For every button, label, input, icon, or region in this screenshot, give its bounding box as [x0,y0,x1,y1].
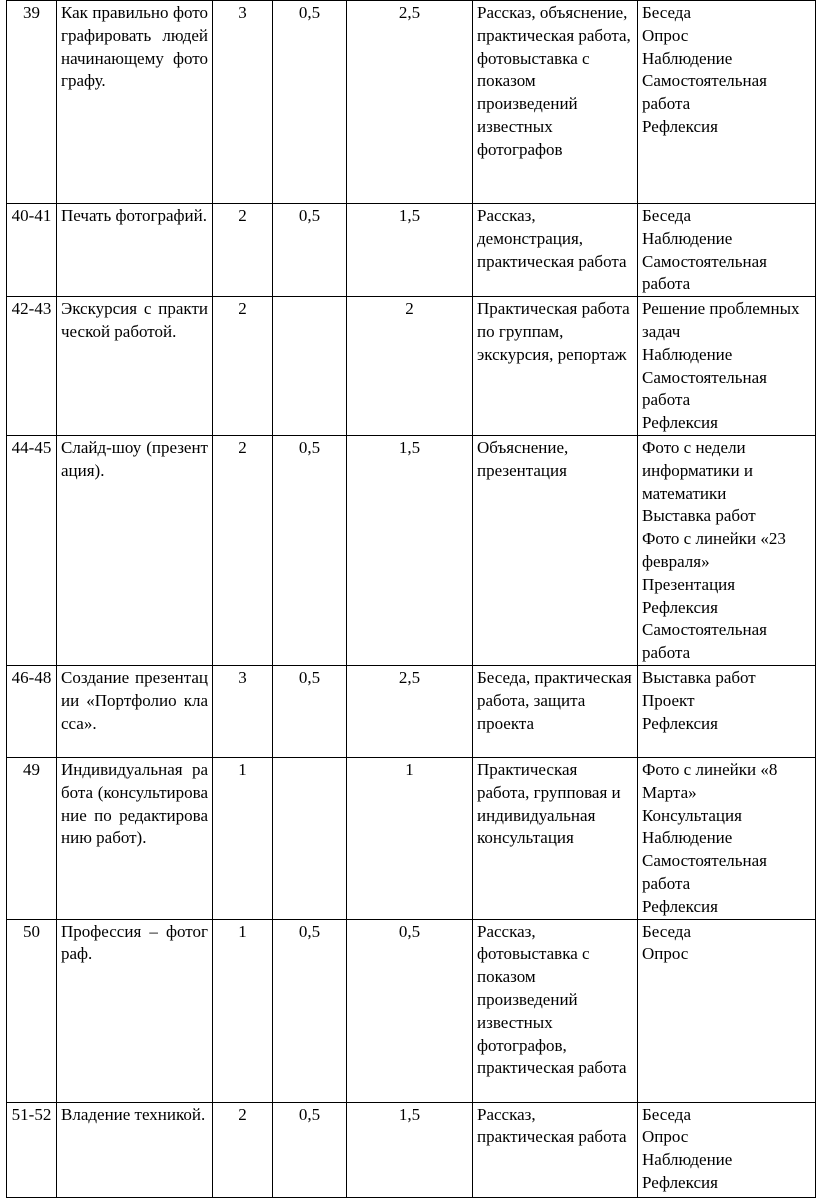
control-form-item: Презентация [642,574,736,594]
control-form-item: Фото с линейки «8 Марта» [642,759,778,802]
topic-cell: Печать фотографий. [57,204,213,297]
hours-total-cell: 2 [213,204,273,297]
hours-practice-cell: 1,5 [347,435,473,665]
control-form-item: Рефлексия [642,597,718,617]
control-form-item: Самостоятельная работа [642,367,767,410]
hours-theory-cell: 0,5 [273,665,347,757]
table-row [7,297,816,436]
control-form-item: Фото с недели информатики и математики [642,437,753,503]
control-forms-cell [638,204,816,297]
control-form-item: Самостоятельная работа [642,251,767,294]
table-body [7,1,816,1198]
table-row [7,1,816,204]
topic-cell: Слайд-шоу (презентация). [57,435,213,665]
table-row [7,665,816,757]
control-form-item: Рефлексия [642,713,718,733]
control-forms-cell [638,297,816,436]
table-row [7,919,816,1102]
hours-theory-cell [273,297,347,436]
topic-cell: Как правильно фотографировать людей начинающему фотографу. [57,1,213,204]
control-form-item: Самостоятельная работа [642,620,767,663]
hours-total-cell: 1 [213,757,273,919]
hours-theory-cell: 0,5 [273,1102,347,1197]
row-number: 40-41 [7,204,57,297]
hours-practice-cell: 2,5 [347,665,473,757]
hours-total-cell: 3 [213,1,273,204]
control-form-item: Беседа [642,206,691,225]
control-form-item: Опрос [642,1127,689,1147]
hours-total-cell: 2 [213,297,273,436]
hours-total-cell: 2 [213,435,273,665]
row-number: 42-43 [7,297,57,436]
control-form-item: Проект [642,690,695,710]
control-form-item: Наблюдение [642,48,733,68]
control-form-item: Консультация [642,805,742,825]
table-row [7,435,816,665]
control-form-item: Наблюдение [642,1150,733,1170]
control-form-item: Выставка работ [642,667,756,687]
control-forms-cell [638,919,816,1102]
row-number: 50 [7,919,57,1102]
methods-cell: Объяснение, презентация [473,435,638,665]
control-form-item: Самостоятельная работа [642,71,767,114]
control-form-item: Рефлексия [642,413,718,433]
methods-cell: Рассказ, практическая работа [473,1102,638,1197]
document-page [6,0,816,1198]
hours-practice-cell: 1,5 [347,204,473,297]
row-number: 44-45 [7,435,57,665]
control-form-item: Рефлексия [642,116,718,136]
hours-total-cell: 1 [213,919,273,1102]
row-number: 49 [7,757,57,919]
hours-practice-cell: 0,5 [347,919,473,1102]
table-row [7,1102,816,1197]
hours-theory-cell: 0,5 [273,919,347,1102]
topic-cell: Экскурсия с практической работой. [57,297,213,436]
row-number: 39 [7,1,57,204]
hours-practice-cell: 2,5 [347,1,473,204]
control-form-item: Наблюдение [642,344,733,364]
topic-cell: Профессия – фотограф. [57,919,213,1102]
control-form-item: Рефлексия [642,896,718,916]
methods-cell: Рассказ, объяснение, практическая работа, фотовыставка с показом произведений известных фотографов [473,1,638,204]
control-form-item: Опрос [642,25,689,45]
hours-total-cell: 3 [213,665,273,757]
lesson-plan-table [6,0,816,1198]
table-row [7,204,816,297]
control-form-item: Решение проблемных задач [642,299,800,341]
hours-theory-cell: 0,5 [273,1,347,204]
control-form-item: Рефлексия [642,1172,718,1192]
hours-total-cell: 2 [213,1102,273,1197]
methods-cell: Беседа, практическая работа, защита проекта [473,665,638,757]
row-number: 46-48 [7,665,57,757]
hours-practice-cell: 1,5 [347,1102,473,1197]
hours-theory-cell [273,757,347,919]
control-form-item: Беседа [642,921,691,941]
control-forms-cell [638,1,816,204]
control-form-item: Самостоятельная работа [642,851,767,893]
hours-theory-cell: 0,5 [273,204,347,297]
hours-practice-cell: 1 [347,757,473,919]
row-number: 51-52 [7,1102,57,1197]
methods-cell: Рассказ, демонстрация, практическая работа [473,204,638,297]
hours-theory-cell: 0,5 [273,435,347,665]
topic-cell: Индивидуальная работа (консультирование по редактированию работ). [57,757,213,919]
control-form-item: Выставка работ [642,506,756,526]
control-form-item: Беседа [642,1104,691,1124]
control-forms-cell [638,435,816,665]
control-form-item: Наблюдение [642,228,733,248]
control-forms-cell [638,757,816,919]
control-forms-cell [638,665,816,757]
topic-cell: Владение техникой. [57,1102,213,1197]
methods-cell: Практическая работа, групповая и индивидуальная консультация [473,757,638,919]
control-form-item: Наблюдение [642,828,733,848]
table-row [7,757,816,919]
control-forms-cell [638,1102,816,1197]
hours-practice-cell: 2 [347,297,473,436]
control-form-item: Беседа [642,3,691,22]
control-form-item: Опрос [642,944,689,964]
methods-cell: Практическая работа по группам, экскурсия, репортаж [473,297,638,436]
topic-cell: Создание презентации «Портфолио класса». [57,665,213,757]
methods-cell: Рассказ, фотовыставка с показом произведений известных фотографов, практическая работа [473,919,638,1102]
control-form-item: Фото с линейки «23 февраля» [642,529,786,571]
